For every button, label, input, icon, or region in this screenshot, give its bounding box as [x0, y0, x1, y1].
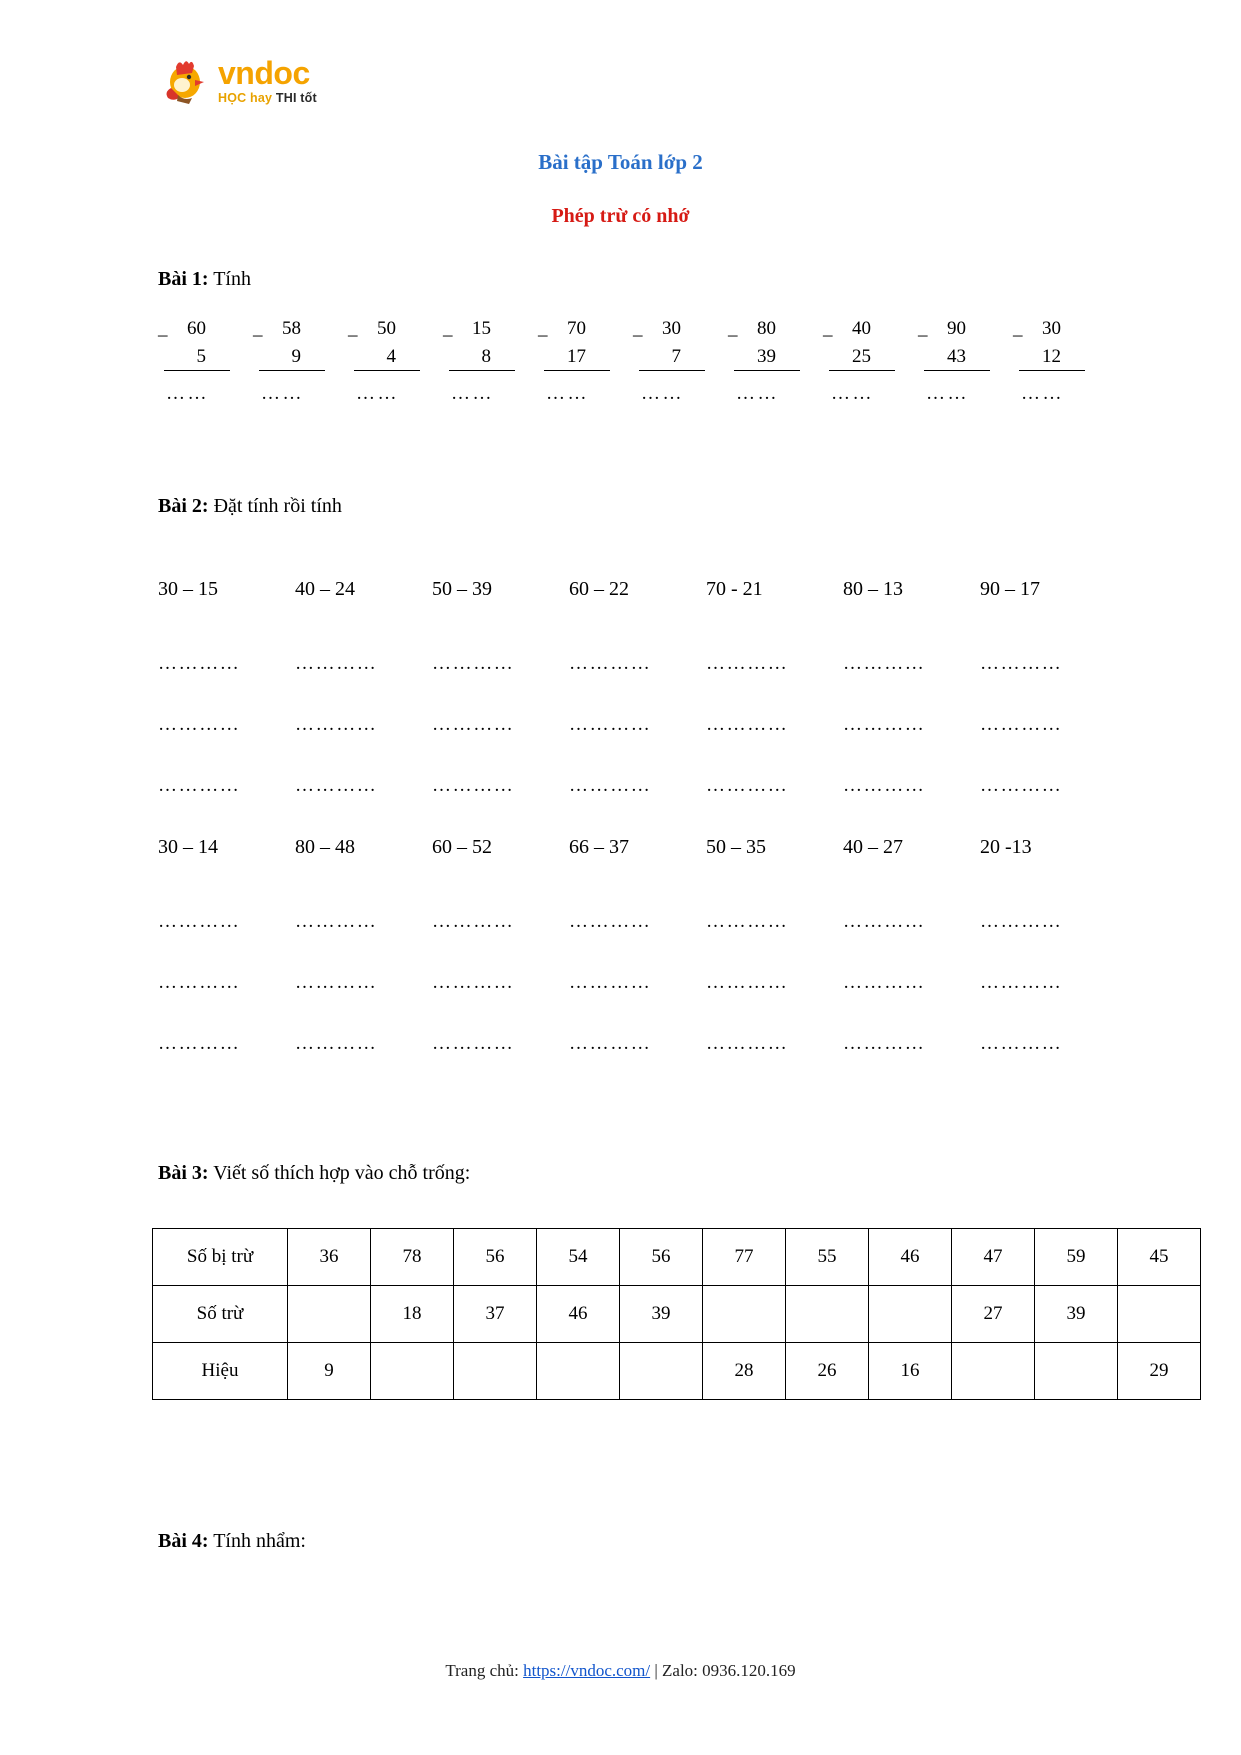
logo-tagline-part1: HỌC hay	[218, 91, 273, 106]
answer-blank[interactable]: …………	[295, 714, 378, 735]
answer-blank[interactable]: …………	[843, 911, 926, 932]
value-cell: 59	[1035, 1229, 1118, 1286]
minus-sign: _	[158, 318, 168, 339]
value-cell: 47	[952, 1229, 1035, 1286]
exercise-3-heading	[158, 1162, 470, 1185]
table-row	[153, 1286, 1201, 1343]
answer-blank[interactable]: …………	[158, 1033, 241, 1054]
answer-line-row	[158, 653, 1118, 675]
value-cell: 28	[703, 1343, 786, 1400]
empty-cell[interactable]	[1035, 1343, 1118, 1400]
value-cell: 39	[1035, 1286, 1118, 1343]
expression: 50 – 35	[706, 836, 766, 858]
minus-sign: _	[443, 318, 453, 339]
subtrahend-value: 9	[291, 346, 301, 367]
minuend-value: 50	[377, 318, 396, 339]
exercise-1-columns	[158, 318, 1108, 405]
subtrahend-value: 12	[1042, 346, 1061, 367]
answer-blank[interactable]: …………	[158, 972, 241, 993]
value-cell: 46	[869, 1229, 952, 1286]
rule-line	[544, 370, 610, 371]
exercise-2-instruction: Đặt tính rồi tính	[213, 495, 342, 517]
page-subtitle: Phép trừ có nhớ	[551, 205, 690, 227]
answer-blank[interactable]: …………	[980, 972, 1063, 993]
answer-blank[interactable]: …………	[706, 972, 789, 993]
value-cell: 27	[952, 1286, 1035, 1343]
exercise-1-instruction: Tính	[213, 268, 251, 290]
rule-line	[924, 370, 990, 371]
row-header: Hiệu	[153, 1343, 288, 1400]
answer-blank[interactable]: …………	[569, 714, 652, 735]
answer-blank[interactable]: …………	[980, 653, 1063, 674]
answer-blank[interactable]: ……	[641, 383, 684, 404]
page-footer	[0, 1661, 1241, 1681]
answer-blank[interactable]: …………	[295, 911, 378, 932]
subtraction-column	[253, 318, 348, 405]
empty-cell[interactable]	[537, 1343, 620, 1400]
subtrahend-value: 5	[196, 346, 206, 367]
minus-sign: _	[1013, 318, 1023, 339]
subtrahend-value: 43	[947, 346, 966, 367]
table-row	[153, 1343, 1201, 1400]
rule-line	[259, 370, 325, 371]
answer-blank[interactable]: …………	[432, 972, 515, 993]
subtraction-column	[158, 318, 253, 405]
exercise-3-instruction: Viết số thích hợp vào chỗ trống:	[213, 1162, 471, 1184]
exercise-4-label: Bài 4:	[158, 1530, 209, 1552]
rule-line	[1019, 370, 1085, 371]
empty-cell[interactable]	[952, 1343, 1035, 1400]
exercise-2-grid	[158, 578, 1118, 1094]
answer-blank[interactable]: …………	[158, 911, 241, 932]
answer-blank[interactable]: …………	[432, 775, 515, 796]
value-cell: 78	[371, 1229, 454, 1286]
answer-line-row	[158, 911, 1118, 933]
answer-blank[interactable]: ……	[926, 383, 969, 404]
answer-blank[interactable]: …………	[569, 653, 652, 674]
answer-blank[interactable]: …………	[569, 775, 652, 796]
value-cell: 36	[288, 1229, 371, 1286]
footer-link[interactable]: https://vndoc.com/	[523, 1661, 651, 1680]
exercise-2-row-2	[158, 836, 1118, 859]
minuend-value: 30	[1042, 318, 1061, 339]
rule-line	[639, 370, 705, 371]
footer-suffix: | Zalo: 0936.120.169	[650, 1661, 796, 1680]
answer-blank[interactable]: ……	[261, 383, 304, 404]
row-header: Số bị trừ	[153, 1229, 288, 1286]
answer-blank[interactable]: …………	[432, 653, 515, 674]
answer-blank[interactable]: …………	[432, 714, 515, 735]
value-cell: 45	[1118, 1229, 1201, 1286]
answer-blank[interactable]: …………	[569, 972, 652, 993]
answer-blank[interactable]: …………	[843, 714, 926, 735]
subtrahend-value: 25	[852, 346, 871, 367]
vndoc-logo[interactable]	[158, 55, 317, 107]
minuend-value: 40	[852, 318, 871, 339]
rooster-logo-icon	[158, 55, 210, 107]
subtrahend-value: 7	[671, 346, 681, 367]
minuend-value: 70	[567, 318, 586, 339]
expression: 66 – 37	[569, 836, 629, 858]
subtraction-column	[633, 318, 728, 405]
minuend-value: 90	[947, 318, 966, 339]
footer-prefix: Trang chủ:	[445, 1661, 524, 1680]
value-cell: 16	[869, 1343, 952, 1400]
answer-blank[interactable]: …………	[569, 1033, 652, 1054]
value-cell: 39	[620, 1286, 703, 1343]
subtraction-column	[443, 318, 538, 405]
answer-blank[interactable]: …………	[980, 714, 1063, 735]
minus-sign: _	[633, 318, 643, 339]
value-cell: 37	[454, 1286, 537, 1343]
minus-sign: _	[538, 318, 548, 339]
subtrahend-value: 17	[567, 346, 586, 367]
rule-line	[734, 370, 800, 371]
expression: 60 – 22	[569, 578, 629, 600]
expression: 50 – 39	[432, 578, 492, 600]
subtrahend-value: 8	[481, 346, 491, 367]
answer-blank[interactable]: …………	[843, 775, 926, 796]
minuend-value: 80	[757, 318, 776, 339]
answer-blank[interactable]: …………	[295, 1033, 378, 1054]
answer-line-row	[158, 972, 1118, 994]
value-cell: 77	[703, 1229, 786, 1286]
minuend-value: 60	[187, 318, 206, 339]
answer-blank[interactable]: …………	[980, 1033, 1063, 1054]
minus-sign: _	[253, 318, 263, 339]
page-title: Bài tập Toán lớp 2	[538, 150, 703, 174]
subtraction-column	[1013, 318, 1108, 405]
answer-blank[interactable]: …………	[843, 972, 926, 993]
empty-cell[interactable]	[869, 1286, 952, 1343]
subtrahend-value: 39	[757, 346, 776, 367]
subtraction-column	[348, 318, 443, 405]
expression: 30 – 15	[158, 578, 218, 600]
answer-blank[interactable]: …………	[706, 1033, 789, 1054]
rule-line	[829, 370, 895, 371]
expression: 30 – 14	[158, 836, 218, 858]
answer-blank[interactable]: …………	[295, 653, 378, 674]
exercise-1-heading	[158, 268, 251, 291]
answer-blank[interactable]: ……	[451, 383, 494, 404]
value-cell: 29	[1118, 1343, 1201, 1400]
value-cell: 56	[620, 1229, 703, 1286]
answer-blank[interactable]: …………	[158, 714, 241, 735]
answer-blank[interactable]: …………	[843, 653, 926, 674]
logo-wordmark: vndoc	[218, 55, 310, 92]
table-row	[153, 1229, 1201, 1286]
answer-blank[interactable]: ……	[736, 383, 779, 404]
exercise-1-label: Bài 1:	[158, 268, 209, 290]
answer-blank[interactable]: …………	[706, 714, 789, 735]
empty-cell[interactable]	[454, 1343, 537, 1400]
answer-blank[interactable]: …………	[706, 775, 789, 796]
minuend-value: 15	[472, 318, 491, 339]
minus-sign: _	[823, 318, 833, 339]
value-cell: 18	[371, 1286, 454, 1343]
value-cell: 55	[786, 1229, 869, 1286]
answer-line-row	[158, 775, 1118, 797]
expression: 90 – 17	[980, 578, 1040, 600]
rule-line	[164, 370, 230, 371]
answer-blank[interactable]: …………	[158, 775, 241, 796]
answer-blank[interactable]: …………	[158, 653, 241, 674]
exercise-2-heading	[158, 495, 342, 518]
expression: 80 – 48	[295, 836, 355, 858]
answer-blank[interactable]: ……	[356, 383, 399, 404]
exercise-3-label: Bài 3:	[158, 1162, 209, 1184]
expression: 40 – 27	[843, 836, 903, 858]
answer-blank[interactable]: ……	[546, 383, 589, 404]
minuend-value: 30	[662, 318, 681, 339]
answer-blank[interactable]: …………	[295, 972, 378, 993]
value-cell: 56	[454, 1229, 537, 1286]
answer-blank[interactable]: …………	[432, 1033, 515, 1054]
exercise-4-heading	[158, 1530, 306, 1553]
expression: 20 -13	[980, 836, 1032, 858]
value-cell: 46	[537, 1286, 620, 1343]
empty-cell[interactable]	[786, 1286, 869, 1343]
value-cell: 26	[786, 1343, 869, 1400]
exercise-3-table	[152, 1228, 1201, 1400]
value-cell: 9	[288, 1343, 371, 1400]
expression: 70 - 21	[706, 578, 763, 600]
answer-blank[interactable]: …………	[295, 775, 378, 796]
subtraction-column	[538, 318, 633, 405]
subtrahend-value: 4	[386, 346, 396, 367]
exercise-2-row-1	[158, 578, 1118, 601]
minus-sign: _	[918, 318, 928, 339]
answer-line-row	[158, 714, 1118, 736]
rule-line	[354, 370, 420, 371]
answer-blank[interactable]: …………	[706, 911, 789, 932]
empty-cell[interactable]	[288, 1286, 371, 1343]
minus-sign: _	[348, 318, 358, 339]
empty-cell[interactable]	[371, 1343, 454, 1400]
answer-blank[interactable]: …………	[980, 775, 1063, 796]
expression: 60 – 52	[432, 836, 492, 858]
answer-blank[interactable]: …………	[843, 1033, 926, 1054]
subtraction-column	[728, 318, 823, 405]
exercise-2-label: Bài 2:	[158, 495, 209, 517]
expression: 40 – 24	[295, 578, 355, 600]
answer-blank[interactable]: …………	[569, 911, 652, 932]
answer-blank[interactable]: ……	[1021, 383, 1064, 404]
minus-sign: _	[728, 318, 738, 339]
row-header: Số trừ	[153, 1286, 288, 1343]
empty-cell[interactable]	[1118, 1286, 1201, 1343]
rule-line	[449, 370, 515, 371]
subtraction-column	[823, 318, 918, 405]
answer-line-row	[158, 1033, 1118, 1055]
expression: 80 – 13	[843, 578, 903, 600]
answer-blank[interactable]: ……	[831, 383, 874, 404]
answer-blank[interactable]: ……	[166, 383, 209, 404]
logo-tagline-part2: THI tốt	[275, 91, 317, 106]
answer-blank[interactable]: …………	[706, 653, 789, 674]
answer-blank[interactable]: …………	[980, 911, 1063, 932]
exercise-4-instruction: Tính nhẩm:	[213, 1530, 306, 1552]
minuend-value: 58	[282, 318, 301, 339]
answer-blank[interactable]: …………	[432, 911, 515, 932]
subtraction-column	[918, 318, 1013, 405]
empty-cell[interactable]	[703, 1286, 786, 1343]
empty-cell[interactable]	[620, 1343, 703, 1400]
value-cell: 54	[537, 1229, 620, 1286]
